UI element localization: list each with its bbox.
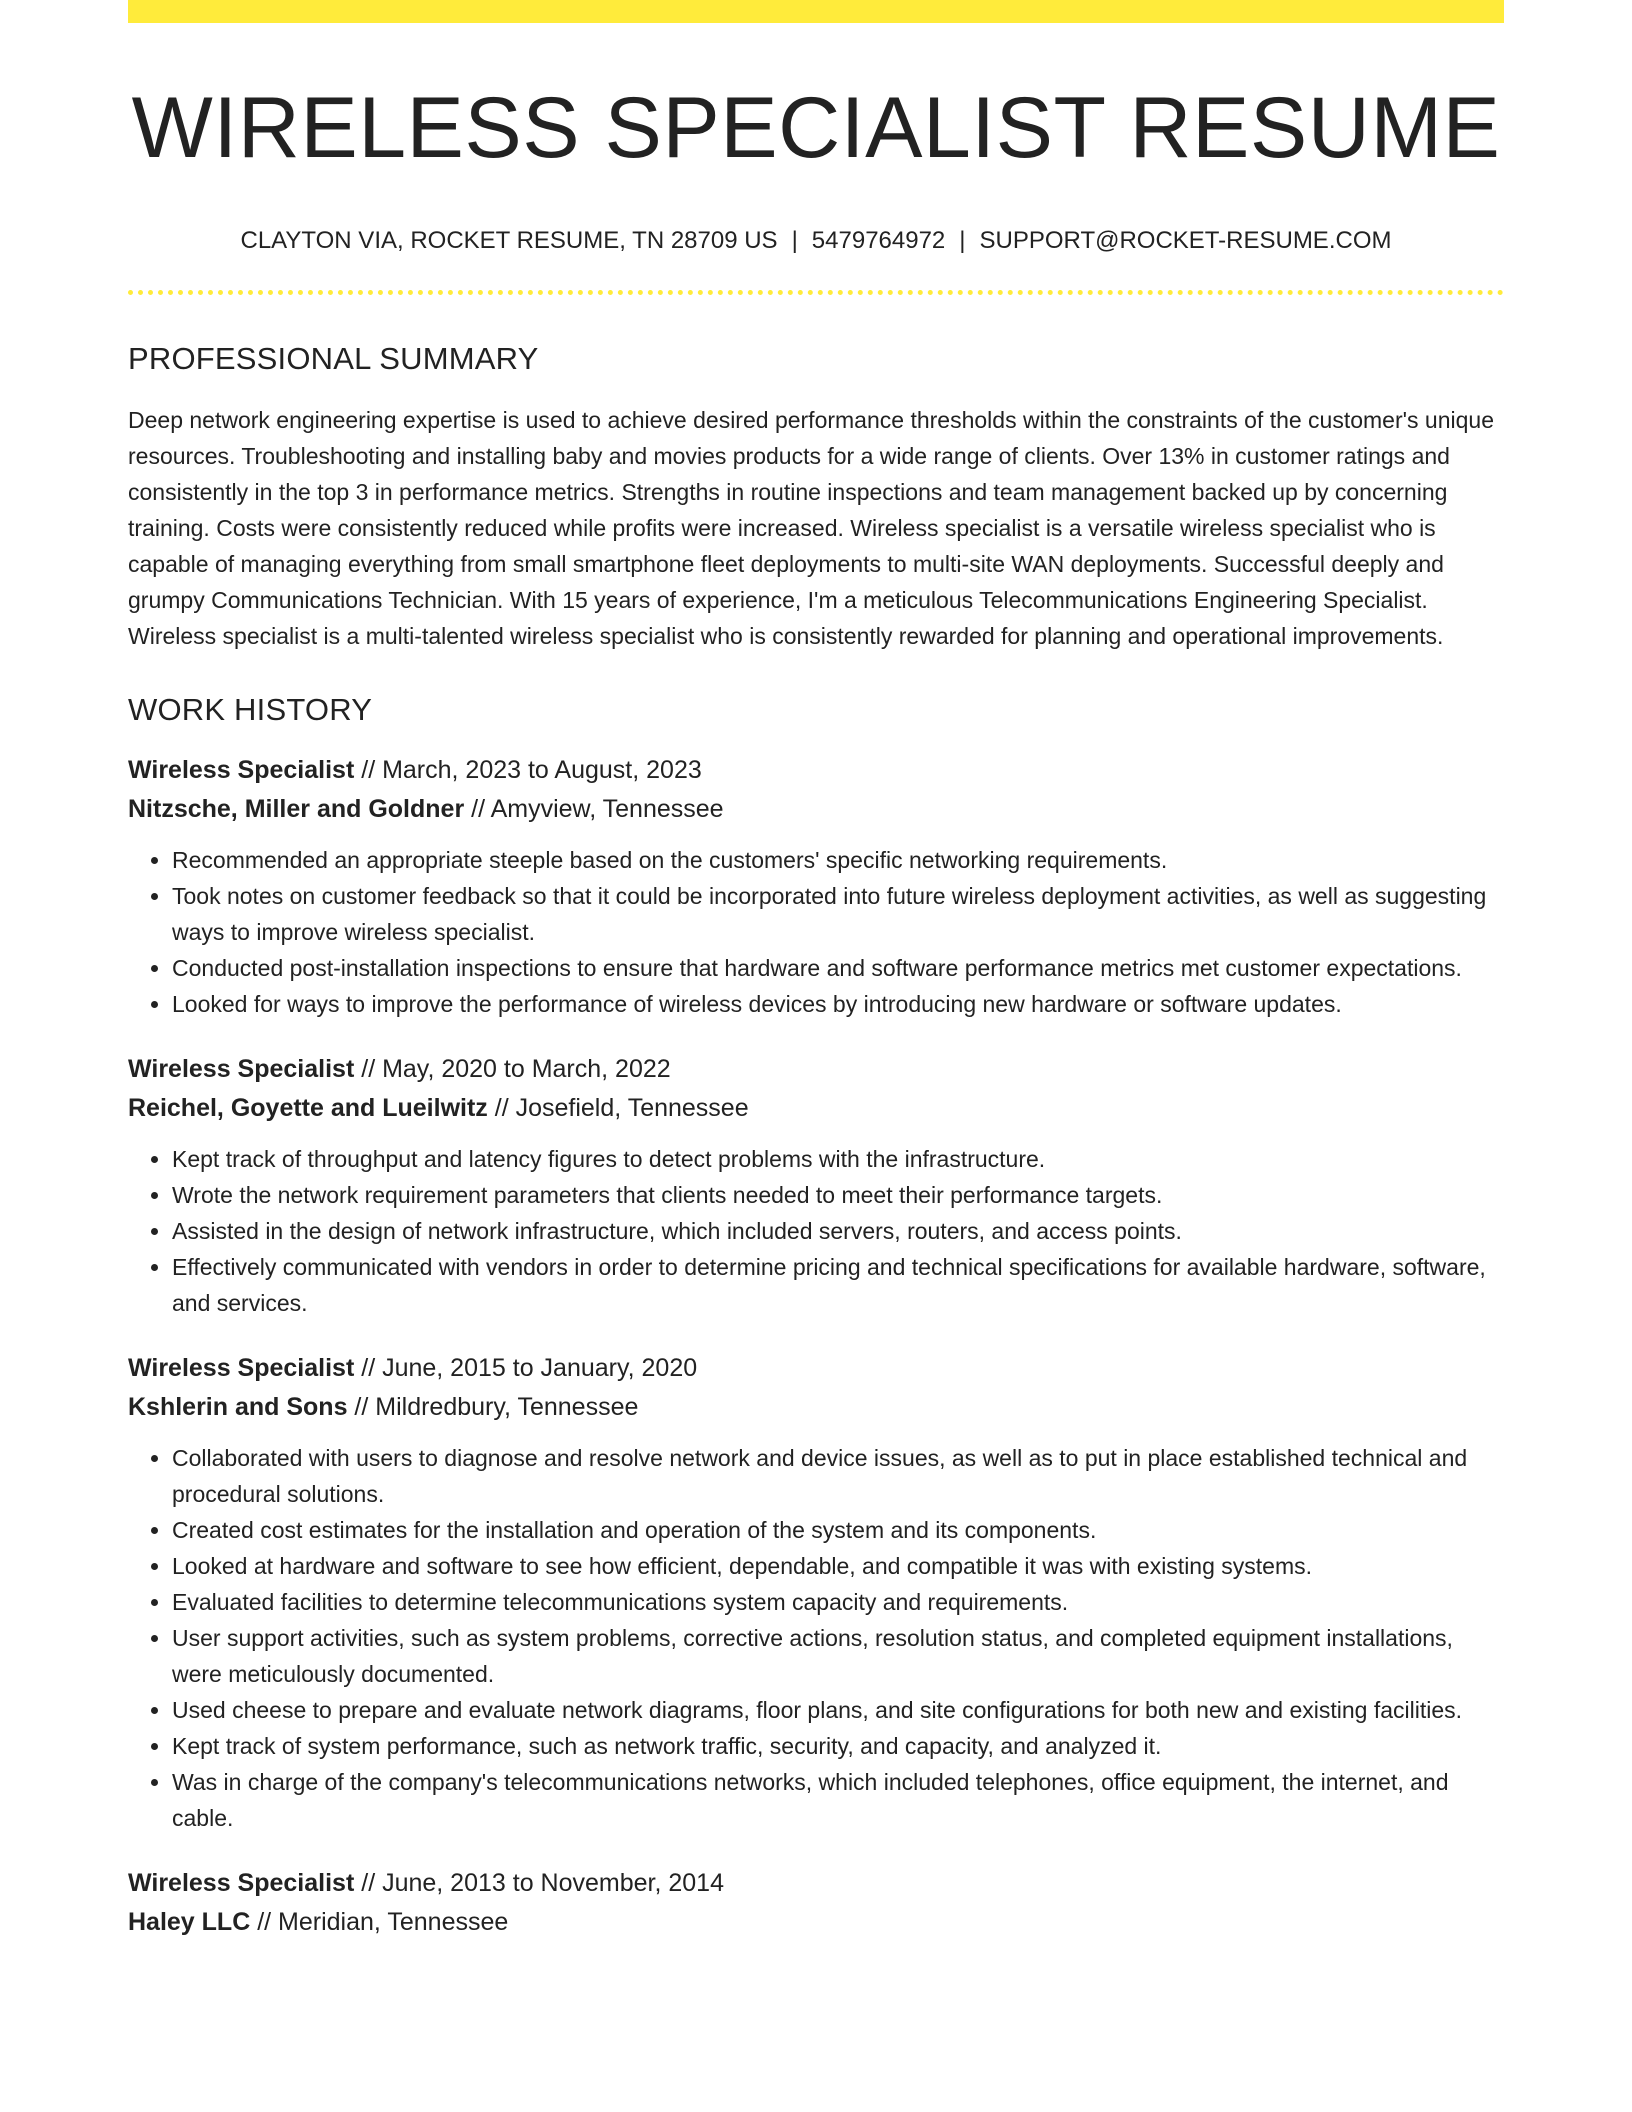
job-company-line bbox=[128, 1903, 1504, 1942]
job-duty-item: • Used cheese to prepare and evaluate network diagrams, floor plans, and site configurations for both new and existing facilities. bbox=[172, 1692, 1504, 1728]
summary-text: Deep network engineering expertise is used to achieve desired performance thresholds within the constraints of the customer's unique resources. Troubleshooting and installing baby and movies products for a wide range of clients. Over 13% in customer ratings and consistently in the top 3 in performance metrics. Strengths in routine inspections and team management backed up by concerning training. Costs were consistently reduced while profits were increased. Wireless specialist is a versatile wireless specialist who is capable of managing everything from small smartphone fleet deployments to multi-site WAN deployments. Successful deeply and grumpy Communications Technician. With 15 years of experience, I'm a meticulous Telecommunications Engineering Specialist. Wireless specialist is a multi-talented wireless specialist who is consistently rewarded for planning and operational improvements. bbox=[128, 407, 1494, 649]
job-duty-item: • Evaluated facilities to determine telecommunications system capacity and requirements. bbox=[172, 1584, 1504, 1620]
job-title: Wireless Specialist bbox=[128, 1869, 355, 1897]
summary-heading: PROFESSIONAL SUMMARY bbox=[128, 341, 539, 376]
job-duty-item: • Recommended an appropriate steeple based on the customers' specific networking requirements. bbox=[172, 842, 1504, 878]
job-entry bbox=[128, 1864, 1504, 1942]
job-duty-item: • Kept track of throughput and latency figures to detect problems with the infrastructure. bbox=[172, 1141, 1504, 1177]
job-company: Haley LLC bbox=[128, 1908, 251, 1936]
job-title: Wireless Specialist bbox=[128, 756, 355, 784]
job-duty-item: • Collaborated with users to diagnose and resolve network and device issues, as well as to put in place established technical and procedural solutions. bbox=[172, 1440, 1504, 1512]
contact-phone: 5479764972 bbox=[811, 227, 946, 254]
job-location: // Josefield, Tennessee bbox=[487, 1094, 749, 1122]
job-dates: // June, 2015 to January, 2020 bbox=[354, 1354, 698, 1382]
job-company: Nitzsche, Miller and Goldner bbox=[128, 795, 465, 823]
work-history-list bbox=[128, 751, 1504, 1942]
contact-address: CLAYTON VIA, ROCKET RESUME, TN 28709 US bbox=[240, 227, 778, 254]
job-duty-item: • Looked for ways to improve the performance of wireless devices by introducing new hardware or software updates. bbox=[172, 986, 1504, 1022]
job-duty-item: • Assisted in the design of network infrastructure, which included servers, routers, and access points. bbox=[172, 1213, 1504, 1249]
resume-title: WIRELESS SPECIALIST RESUME bbox=[131, 80, 1501, 176]
job-dates: // June, 2013 to November, 2014 bbox=[354, 1869, 724, 1897]
job-entry bbox=[128, 1349, 1504, 1836]
job-duties-list bbox=[128, 1440, 1504, 1836]
job-dates: // March, 2023 to August, 2023 bbox=[354, 756, 702, 784]
top-accent-bar bbox=[128, 0, 1504, 23]
contact-separator: | bbox=[791, 227, 798, 254]
job-dates: // May, 2020 to March, 2022 bbox=[354, 1055, 671, 1083]
job-duties-list bbox=[128, 842, 1504, 1022]
job-location: // Mildredbury, Tennessee bbox=[347, 1393, 639, 1421]
contact-line bbox=[128, 229, 1504, 253]
job-title-line bbox=[128, 1050, 1504, 1089]
job-company: Reichel, Goyette and Lueilwitz bbox=[128, 1094, 488, 1122]
job-duty-item: • Created cost estimates for the installation and operation of the system and its components. bbox=[172, 1512, 1504, 1548]
job-title-line bbox=[128, 751, 1504, 790]
job-location: // Meridian, Tennessee bbox=[250, 1908, 509, 1936]
job-company-line bbox=[128, 1089, 1504, 1128]
dotted-divider bbox=[128, 290, 1504, 295]
job-duty-item: • User support activities, such as system problems, corrective actions, resolution status, and completed equipment installations, were meticulously documented. bbox=[172, 1620, 1504, 1692]
job-company-line bbox=[128, 790, 1504, 829]
contact-email: SUPPORT@ROCKET-RESUME.COM bbox=[979, 227, 1392, 254]
job-company-line bbox=[128, 1388, 1504, 1427]
work-history-heading: WORK HISTORY bbox=[128, 692, 373, 727]
job-duty-item: • Wrote the network requirement parameters that clients needed to meet their performance targets. bbox=[172, 1177, 1504, 1213]
job-title-line bbox=[128, 1349, 1504, 1388]
job-duty-item: • Took notes on customer feedback so that it could be incorporated into future wireless deployment activities, as well as suggesting ways to improve wireless specialist. bbox=[172, 878, 1504, 950]
job-title: Wireless Specialist bbox=[128, 1055, 355, 1083]
job-duties-list bbox=[128, 1141, 1504, 1321]
job-entry bbox=[128, 1050, 1504, 1321]
job-title: Wireless Specialist bbox=[128, 1354, 355, 1382]
job-entry bbox=[128, 751, 1504, 1022]
job-company: Kshlerin and Sons bbox=[128, 1393, 348, 1421]
job-duty-item: • Conducted post-installation inspections to ensure that hardware and software performance metrics met customer expectations. bbox=[172, 950, 1504, 986]
resume-page bbox=[128, 0, 1504, 1942]
job-duty-item: • Kept track of system performance, such as network traffic, security, and capacity, and analyzed it. bbox=[172, 1728, 1504, 1764]
job-title-line bbox=[128, 1864, 1504, 1903]
job-duty-item: • Was in charge of the company's telecommunications networks, which included telephones, office equipment, the internet, and cable. bbox=[172, 1764, 1504, 1836]
job-duty-item: • Looked at hardware and software to see how efficient, dependable, and compatible it was with existing systems. bbox=[172, 1548, 1504, 1584]
job-location: // Amyview, Tennessee bbox=[464, 795, 724, 823]
job-duty-item: • Effectively communicated with vendors in order to determine pricing and technical specifications for available hardware, software, and services. bbox=[172, 1249, 1504, 1321]
contact-separator: | bbox=[959, 227, 966, 254]
